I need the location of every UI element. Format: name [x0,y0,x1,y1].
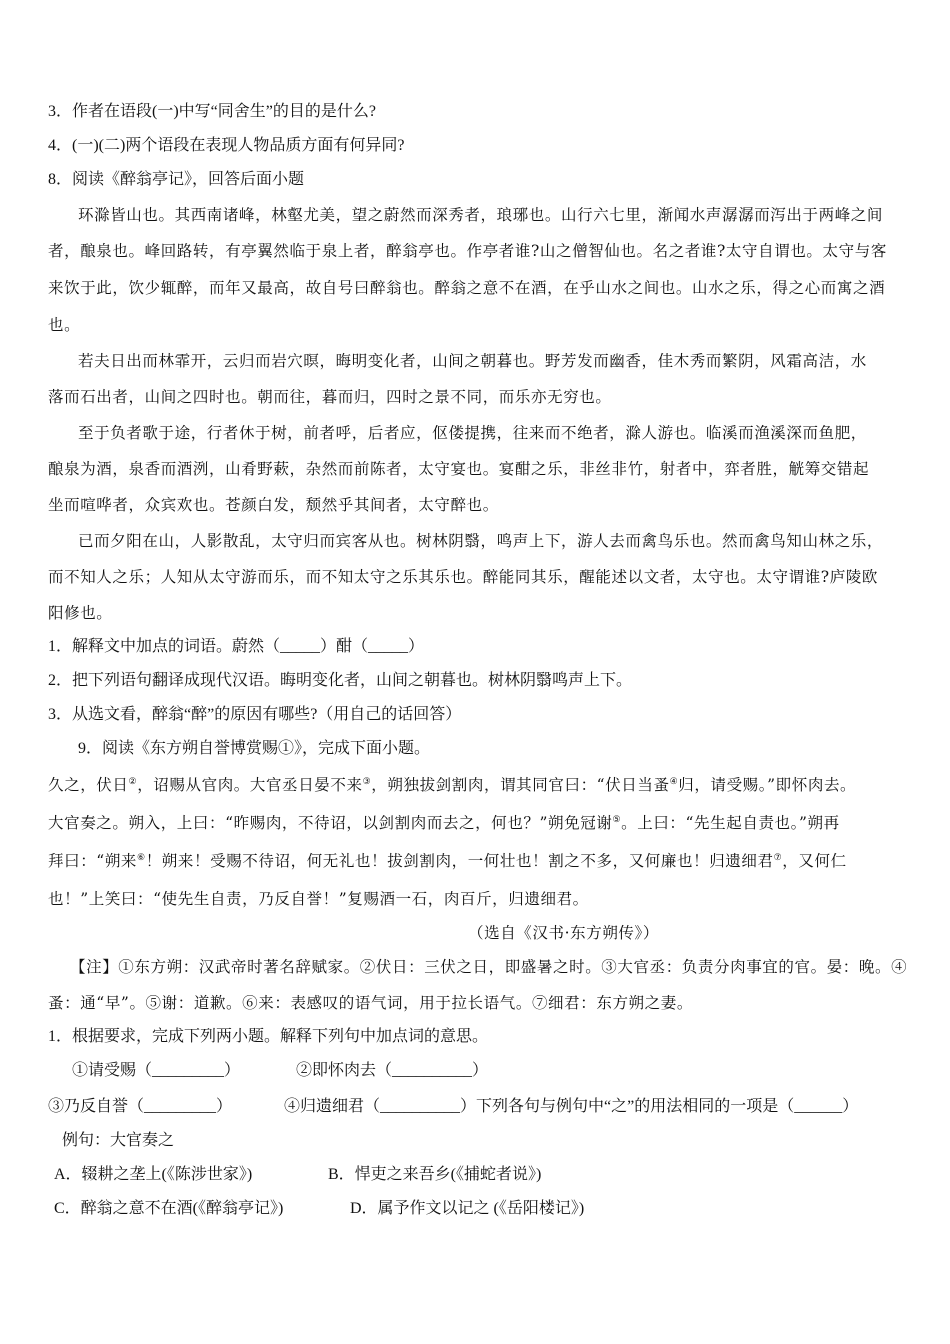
dongfang-passage-line3: 拜曰：“朔来⑥！朔来！受赐不待诏，何无礼也！拔剑割肉，一何壮也！割之不多，又何廉也！归遗细君⑦，又何仁 [48,852,847,870]
passage-para1-line2: 者，酿泉也。峰回路转，有亭翼然临于泉上者，醉翁亭也。作亭者谁?山之僧智仙也。名之者谁?太守自谓也。太守与客 [48,242,887,260]
subquestion-8-1: 1．解释文中加点的词语。蔚然（_____）酣（_____） [48,638,425,655]
subquestion-8-3: 3．从选文看，醉翁“醉”的原因有哪些?（用自己的话回答） [48,706,462,723]
blank-item-3: ③乃反自誉（_________） [48,1098,233,1115]
passage-para2-line2: 落而石出者，山间之四时也。朝而往，暮而归，四时之景不同，而乐亦无穷也。 [48,388,612,406]
passage-para1-line4: 也。 [48,316,81,334]
passage-para3-line1: 至于负者歌于途，行者休于树，前者呼，后者应，伛偻提携，往来而不绝者，滁人游也。临溪而渔溪深而鱼肥， [78,424,867,442]
passage-para3-line2: 酿泉为酒，泉香而酒洌，山肴野蔌，杂然而前陈者，太守宴也。宴酣之乐，非丝非竹，射者中，弈者胜，觥筹交错起 [48,460,870,478]
blank-item-4-and-subquestion-9-2: ④归遗细君（__________）下列各句与例句中“之”的用法相同的一项是（______） [284,1098,859,1115]
notes-line1: 【注】①东方朔：汉武帝时著名辞赋家。②伏日：三伏之日，即盛暑之时。③大官丞：负责分肉事宜的官。晏：晚。④ [70,958,908,976]
notes-line2: 蚤：通“早”。⑤谢：道歉。⑥来：表感叹的语气词，用于拉长语气。⑦细君：东方朔之妻。 [48,994,693,1012]
question-4-top: 4．(一)(二)两个语段在表现人物品质方面有何异同? [48,137,405,154]
passage-para2-line1: 若夫日出而林霏开，云归而岩穴暝，晦明变化者，山间之朝暮也。野芳发而幽香，佳木秀而繁阴，风霜高洁，水 [78,352,867,370]
passage-para3-line3: 坐而喧哗者，众宾欢也。苍颜白发，颓然乎其间者，太守醉也。 [48,496,499,514]
source-citation: （选自《汉书·东方朔传》） [468,924,659,942]
question-9-title: 9．阅读《东方朔自誉博赏赐①》，完成下面小题。 [78,740,431,757]
option-d: D．属予作文以记之 (《岳阳楼记》) [350,1200,585,1217]
passage-para4-line1: 已而夕阳在山，人影散乱，太守归而宾客从也。树林阴翳，鸣声上下，游人去而禽鸟乐也。然而禽鸟知山林之乐， [78,532,884,550]
example-sentence: 例句：大官奏之 [62,1132,175,1149]
blank-item-2: ②即怀肉去（__________） [296,1062,489,1079]
subquestion-9-1: 1．根据要求，完成下列两小题。解释下列句中加点词的意思。 [48,1028,489,1045]
question-3-top: 3．作者在语段(一)中写“同舍生”的目的是什么? [48,103,376,120]
option-b: B．悍吏之来吾乡(《捕蛇者说》) [328,1166,542,1183]
question-8-title: 8．阅读《醉翁亭记》，回答后面小题 [48,171,305,188]
blank-item-1: ①请受赐（_________） [72,1062,241,1079]
passage-para1-line1: 环滁皆山也。其西南诸峰，林壑尤美，望之蔚然而深秀者，琅琊也。山行六七里，渐闻水声潺潺而泻出于两峰之间 [78,206,884,224]
passage-para4-line2: 而不知人之乐；人知从太守游而乐，而不知太守之乐其乐也。醉能同其乐，醒能述以文者，太守也。太守谓谁?庐陵欧 [48,568,879,586]
dongfang-passage-line2: 大官奏之。朔入，上曰：“昨赐肉，不待诏，以剑割肉而去之，何也？”朔免冠谢⑤。上曰：“先生起自责也。”朔再 [48,814,840,832]
dongfang-passage-line4: 也！”上笑曰：“使先生自责，乃反自誉！”复赐酒一石，肉百斤，归遗细君。 [48,890,589,908]
option-a: A．辍耕之垄上(《陈涉世家》) [54,1166,253,1183]
dongfang-passage-line1: 久之，伏日②，诏赐从官肉。大官丞日晏不来③，朔独拔剑割肉，谓其同官曰：“伏日当蚤④归，请受赐。”即怀肉去。 [48,776,857,794]
subquestion-8-2: 2．把下列语句翻译成现代汉语。晦明变化者，山间之朝暮也。树林阴翳鸣声上下。 [48,672,633,689]
passage-para1-line3: 来饮于此，饮少辄醉，而年又最高，故自号曰醉翁也。醉翁之意不在酒，在乎山水之间也。山水之乐，得之心而寓之酒 [48,279,886,297]
passage-para4-line3: 阳修也。 [48,604,113,622]
option-c: C．醉翁之意不在酒(《醉翁亭记》) [54,1200,284,1217]
